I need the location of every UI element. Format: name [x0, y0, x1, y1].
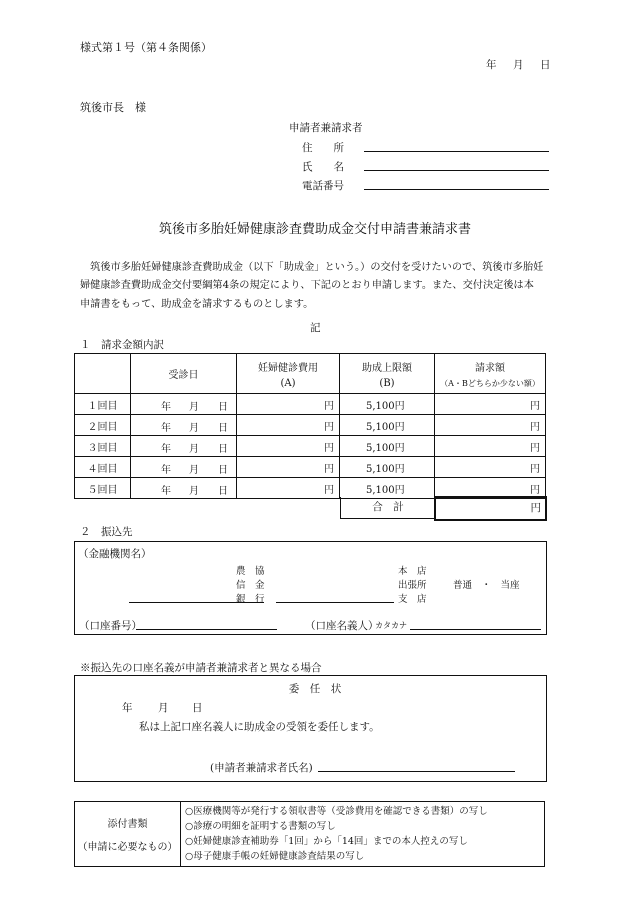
visit-date-cell[interactable] — [131, 478, 237, 499]
branch-type-honten[interactable]: 本 店 — [398, 566, 427, 577]
proxy-text: 私は上記口座名義人に助成金の受領を委任します。 — [139, 721, 380, 733]
address-label: 住 所 — [302, 142, 344, 154]
total-amount-cell[interactable] — [434, 496, 547, 521]
date-month-label: 月 — [513, 59, 524, 71]
visit-day: 日 — [218, 444, 228, 455]
header-claim-label: 請求額 — [475, 362, 505, 374]
fee-cell[interactable]: 円 — [237, 457, 340, 478]
visit-date-cell[interactable] — [131, 457, 237, 478]
header-fee-label: 妊婦健診費用 — [258, 362, 318, 374]
row-label: ２回目 — [75, 415, 131, 436]
claim-cell[interactable]: 円 — [435, 478, 546, 499]
visit-month: 月 — [189, 465, 199, 476]
proxy-sign-label: (申請者兼請求者氏名) — [210, 762, 313, 774]
visit-year: 年 — [161, 465, 171, 476]
body-line-2: 婦健康診査費助成金交付要綱第4条の規定により、下記のとおり申請します。また、交付決定後は本 — [80, 280, 534, 291]
attachments-label: 添付書類 — [107, 819, 148, 830]
proxy-month: 月 — [158, 702, 169, 714]
applicant-heading: 申請者兼請求者 — [289, 122, 363, 134]
date-day-label: 日 — [540, 59, 551, 71]
row-label: １回目 — [75, 394, 131, 415]
section1-heading: １ 請求金額内訳 — [80, 339, 164, 351]
limit-cell: 5,100円 — [340, 457, 435, 478]
claim-cell[interactable]: 円 — [435, 457, 546, 478]
addressee: 筑後市長 様 — [80, 101, 146, 114]
document-title: 筑後市多胎妊婦健康診査費助成金交付申請書兼請求書 — [158, 222, 471, 237]
bank-type-nokyo[interactable]: 農 協 — [236, 566, 265, 577]
attachments-sublabel: （申請に必要なもの） — [77, 842, 178, 853]
header-limit-label: 助成上限額 — [362, 362, 412, 374]
visit-date-cell[interactable] — [131, 436, 237, 457]
branch-type-shutchojo[interactable]: 出張所 — [398, 580, 427, 591]
visit-month: 月 — [189, 486, 199, 497]
visit-day: 日 — [218, 423, 228, 434]
visit-year: 年 — [161, 402, 171, 413]
katakana-note: カタカナ — [375, 621, 407, 630]
claim-row — [75, 394, 546, 415]
row-label: ３回目 — [75, 436, 131, 457]
header-blank — [75, 354, 131, 394]
proxy-sign-field[interactable] — [318, 771, 515, 772]
form-number: 様式第１号（第４条関係） — [80, 41, 212, 54]
limit-cell: 5,100円 — [340, 415, 435, 436]
limit-cell: 5,100円 — [340, 436, 435, 457]
body-line-3: 申請書をもって、助成金を請求するものとします。 — [80, 299, 314, 310]
visit-year: 年 — [161, 486, 171, 497]
header-limit-sub: (B) — [379, 377, 395, 389]
branch-name-field[interactable] — [276, 602, 394, 603]
attachment-item-handbook: ○母子健康手帳の妊婦健康診査結果の写し — [185, 851, 365, 862]
visit-day: 日 — [218, 402, 228, 413]
claim-cell[interactable]: 円 — [435, 436, 546, 457]
row-label: ４回目 — [75, 457, 131, 478]
visit-date-cell[interactable] — [131, 394, 237, 415]
fee-cell[interactable]: 円 — [237, 478, 340, 499]
bank-name-field[interactable] — [129, 602, 264, 603]
proxy-year: 年 — [122, 702, 133, 714]
branch-type-shiten[interactable]: 支 店 — [398, 594, 427, 605]
fee-cell[interactable]: 円 — [237, 415, 340, 436]
account-holder-field[interactable] — [410, 629, 541, 630]
fee-cell[interactable]: 円 — [237, 436, 340, 457]
header-claim-sub: （A・Bどちらか少ない額） — [440, 378, 540, 388]
bank-label: （金融機関名） — [78, 548, 152, 560]
attachment-item-statement: ○診療の明細を証明する書類の写し — [185, 821, 336, 832]
visit-year: 年 — [161, 444, 171, 455]
bank-type-ginko[interactable]: 銀 行 — [236, 594, 265, 605]
fee-cell[interactable]: 円 — [237, 394, 340, 415]
attachments-label-cell — [75, 802, 181, 867]
body-line-1: 筑後市多胎妊婦健康診査費助成金（以下「助成金」という。）の交付を受けたいので、筑後市多胎妊 — [80, 262, 544, 273]
claim-cell[interactable]: 円 — [435, 394, 546, 415]
claim-table — [74, 353, 546, 499]
proxy-note: ※振込先の口座名義が申請者兼請求者と異なる場合 — [80, 662, 322, 674]
attachments-list — [181, 802, 545, 867]
total-label-cell — [340, 497, 436, 519]
date-year-label: 年 — [486, 59, 497, 71]
visit-date-cell[interactable] — [131, 415, 237, 436]
account-number-label: （口座番号） — [79, 620, 142, 632]
limit-cell: 5,100円 — [340, 478, 435, 499]
visit-month: 月 — [189, 402, 199, 413]
header-fee-sub: (A) — [280, 377, 296, 389]
claim-cell[interactable]: 円 — [435, 415, 546, 436]
account-holder-label: （口座名義人） — [305, 620, 379, 632]
bank-type-shinkin[interactable]: 信 金 — [236, 580, 265, 591]
proxy-day: 日 — [192, 702, 203, 714]
visit-day: 日 — [218, 465, 228, 476]
attachment-item-voucher: ○妊婦健康診査補助券「1回」から「14回」までの本人控えの写し — [185, 836, 468, 847]
phone-label: 電話番号 — [302, 180, 344, 192]
address-field[interactable] — [364, 151, 549, 152]
section2-heading: ２ 振込先 — [80, 526, 133, 538]
claim-row — [75, 457, 546, 478]
total-label: 合 計 — [372, 501, 404, 513]
account-number-field[interactable] — [136, 629, 277, 630]
header-limit — [340, 354, 435, 394]
visit-year: 年 — [161, 423, 171, 434]
attachments-table — [74, 801, 545, 867]
limit-cell: 5,100円 — [340, 394, 435, 415]
header-fee — [237, 354, 340, 394]
name-field[interactable] — [364, 170, 549, 171]
account-type[interactable]: 普通 ・ 当座 — [453, 580, 520, 591]
phone-field[interactable] — [364, 189, 549, 190]
claim-row — [75, 436, 546, 457]
visit-day: 日 — [218, 486, 228, 497]
header-claim — [435, 354, 546, 394]
attachment-item-receipt: ○医療機関等が発行する領収書等（受診費用を確認できる書類）の写し — [185, 806, 488, 817]
name-label: 氏 名 — [302, 161, 344, 173]
proxy-title: 委 任 状 — [288, 683, 342, 695]
header-visit-date: 受診日 — [131, 354, 237, 394]
visit-month: 月 — [189, 444, 199, 455]
visit-month: 月 — [189, 423, 199, 434]
ki-mark: 記 — [310, 322, 321, 334]
claim-row — [75, 415, 546, 436]
row-label: ５回目 — [75, 478, 131, 499]
total-yen: 円 — [530, 502, 541, 514]
